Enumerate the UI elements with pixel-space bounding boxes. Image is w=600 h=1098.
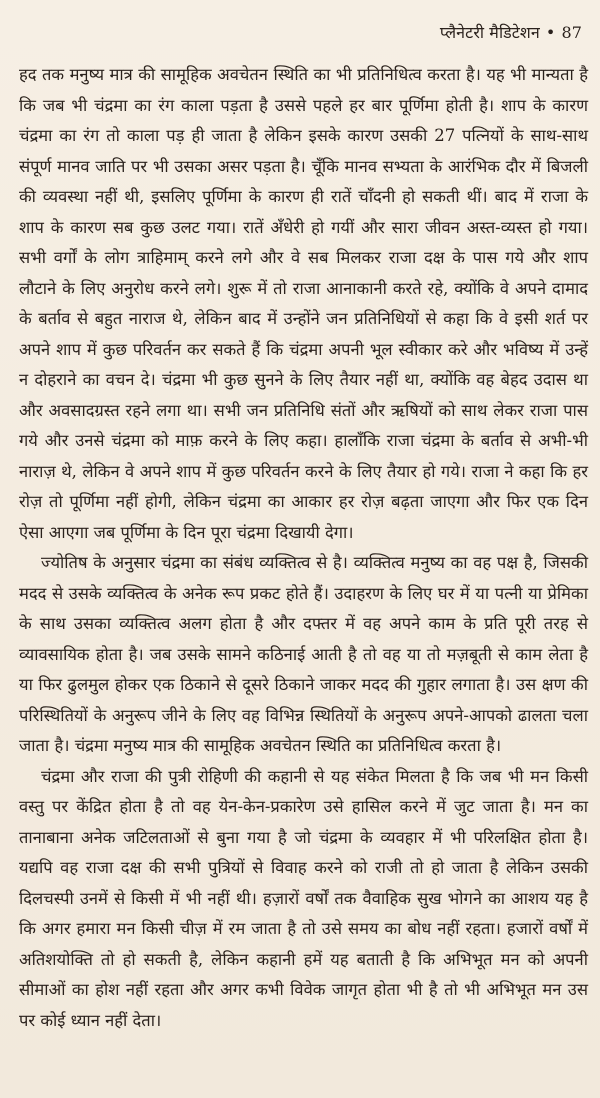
book-title: प्लैनेटरी मैडिटेशन	[439, 23, 540, 42]
paragraph-rohini-story: चंद्रमा और राजा की पुत्री रोहिणी की कहानी से यह संकेत मिलता है कि जब भी मन किसी वस्तु पर केंद्रित होता है तो वह येन-केन-प्रकारेण उसे हासिल करने में जुट जाता है। मन का तानाबाना अनेक जटिलताओं से बुना गया है जो चंद्रमा के व्यवहार में भी परिलक्षित होता है। यद्यपि वह राजा दक्ष की सभी पुत्रियों से विवाह करने को राजी तो हो जाता है लेकिन उसकी दिलचस्पी उनमें से किसी में भी नहीं थी। हज़ारों वर्षों तक वैवाहिक सुख भोगने का आशय यह है कि अगर हमारा मन किसी चीज़ में रम जाता है तो उसे समय का बोध नहीं रहता। हजारों वर्षों में अतिशयोक्ति तो हो सकती है, लेकिन कहानी हमें यह बताती है कि अभिभूत मन को अपनी सीमाओं का होश नहीं रहता और अगर कभी विवेक जागृत होता भी है तो भी अभिभूत मन उस पर कोई ध्यान नहीं देता।	[19, 766, 588, 1030]
paragraph-astrology-personality: ज्योतिष के अनुसार चंद्रमा का संबंध व्यक्तित्व से है। व्यक्तित्व मनुष्य का वह पक्ष है, जिसकी मदद से उसके व्यक्तित्व के अनेक रूप प्रकट होते हैं। उदाहरण के लिए घर में या पत्नी या प्रेमिका के साथ उसका व्यक्तित्व अलग होता है और दफ्तर में वह अपने काम के प्रति पूरी तरह से व्यावसायिक होता है। जब उसके सामने कठिनाई आती है तो वह या तो मज़बूती से काम लेता है या फिर ढुलमुल होकर एक ठिकाने से दूसरे ठिकाने जाकर मदद की गुहार लगाता है। उस क्षण की परिस्थितियों के अनुरूप जीने के लिए वह विभिन्न स्थितियों के अनुरूप अपने-आपको ढालता चला जाता है। चंद्रमा मनुष्य मात्र की सामूहिक अवचेतन स्थिति का प्रतिनिधित्व करता है।	[19, 553, 588, 755]
body-text	[19, 60, 588, 1036]
running-header	[440, 23, 582, 43]
page-number: 87	[561, 23, 582, 42]
header-separator: •	[545, 23, 556, 42]
paragraph-continued: हद तक मनुष्य मात्र की सामूहिक अवचेतन स्थिति का भी प्रतिनिधित्व करता है। यह भी मान्यता है कि जब भी चंद्रमा का रंग काला पड़ता है उससे पहले हर बार पूर्णिमा होती है। शाप के कारण चंद्रमा का रंग तो काला पड़ ही जाता है लेकिन इसके कारण उसकी 27 पत्नियों के साथ-साथ संपूर्ण मानव जाति पर भी उसका असर पड़ता है। चूँकि मानव सभ्यता के आरंभिक दौर में बिजली की व्यवस्था नहीं थी, इसलिए पूर्णिमा के कारण ही रातें चाँदनी हो सकती थीं। बाद में राजा के शाप के कारण सब कुछ उलट गया। रातें अँधेरी हो गयीं और सारा जीवन अस्त-व्यस्त हो गया। सभी वर्गों के लोग त्राहिमाम् करने लगे और वे सब मिलकर राजा दक्ष के पास गये और शाप लौटाने के लिए अनुरोध करने लगे। शुरू में तो राजा आनाकानी करते रहे, क्योंकि वे अपने दामाद के बर्ताव से बहुत नाराज थे, लेकिन बाद में उन्होंने जन प्रतिनिधियों से कहा कि वे इसी शर्त पर अपने शाप में कुछ परिवर्तन कर सकते हैं कि चंद्रमा अपनी भूल स्वीकार करे और भविष्य में उन्हें न दोहराने का वचन दे। चंद्रमा भी कुछ सुनने के लिए तैयार नहीं था, क्योंकि वह बेहद उदास था और अवसादग्रस्त रहने लगा था। सभी जन प्रतिनिधि संतों और ऋषियों को साथ लेकर राजा पास गये और उनसे चंद्रमा को माफ़ करने के लिए कहा। हालाँकि राजा चंद्रमा के बर्ताव से अभी-भी नाराज़ थे, लेकिन वे अपने शाप में कुछ परिवर्तन करने के लिए तैयार हो गये। राजा ने कहा कि हर रोज़ तो पूर्णिमा नहीं होगी, लेकिन चंद्रमा का आकार हर रोज़ बढ़ता जाएगा और फिर एक दिन ऐसा आएगा जब पूर्णिमा के दिन पूरा चंद्रमा दिखायी देगा।	[19, 65, 588, 542]
